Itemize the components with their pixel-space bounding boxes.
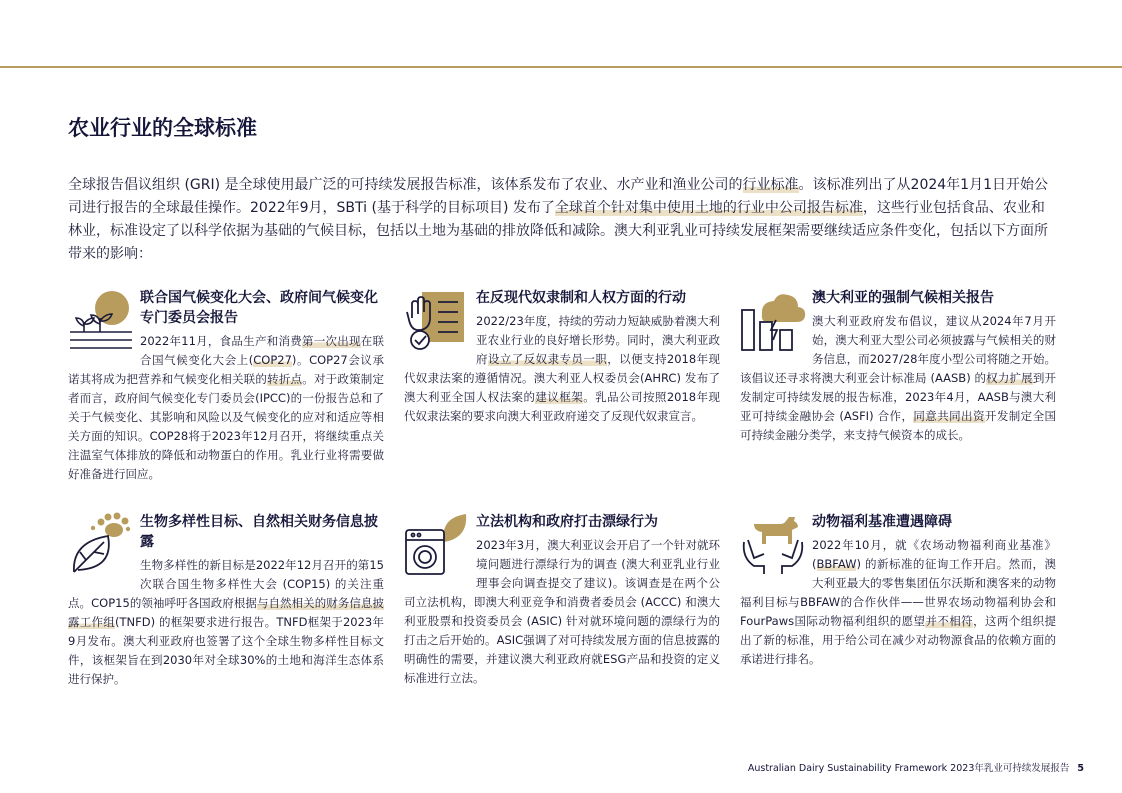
section-title: 生物多样性目标、自然相关财务信息披露: [140, 514, 378, 550]
text-run: 。乳品公司按照2018年现代奴隶法案的要求向澳大利亚政府递交了反现代奴隶宣言。: [404, 390, 721, 423]
text-run: 全球报告倡议组织 (GRI) 是全球使用最广泛的可持续发展报告标准，该体系发布了农业、水产业和渔业公司的: [68, 177, 743, 193]
section-title: 在反现代奴隶制和人权方面的行动: [476, 290, 686, 306]
storm-chart-icon: [740, 288, 808, 360]
highlighted-text: COP27: [253, 353, 292, 367]
highlighted-text: 权力扩展: [986, 371, 1033, 385]
text-run: 。该标准列出了从2024年1月1日开始公司进行报告的全球最佳操作。2022年9月，SBTi (基于科学的目标项目) 发布了: [68, 177, 1048, 216]
highlighted-text: 行业标准: [742, 177, 799, 193]
section-title: 动物福利基准遭遇障碍: [812, 514, 952, 530]
text-run: )。COP27会议承诺其将成为把营养和气候变化相关联的: [68, 353, 384, 386]
text-run: 2022/23年度，持续的劳动力短缺威胁着澳大利亚农业行业的良好增长形势。同时，澳大利亚政府: [476, 314, 720, 366]
sprout-sun-icon: [68, 288, 136, 360]
highlighted-text: BBFAW: [816, 557, 857, 571]
text-run: 在联合国气候变化大会上(: [140, 334, 385, 367]
highlighted-text: 全球首个针对集中使用土地的行业中公司报告标准: [554, 200, 863, 216]
highlighted-text: 并不相符: [925, 614, 974, 628]
highlighted-text: 第一次出现: [301, 334, 361, 348]
text-run: 开发制定全国可持续金融分类学，来支持气候资本的成长。: [740, 409, 1056, 442]
text-run: 2022年10月，就《农场动物福利商业基准》(: [812, 538, 1056, 571]
text-run: 生物多样性的新目标是2022年12月召开的第15次联合国生物多样性大会 (COP15) 的关注重点。COP15的领袖呼吁各国政府根据: [68, 558, 384, 610]
text-run: 2022年11月，食品生产和消费: [140, 334, 302, 348]
section-greenwashing: [404, 512, 720, 688]
text-run: ，以便支持2018年现代奴隶法案的遵循情况。澳大利亚人权委员会(AHRC) 发布了澳大利亚全国人权法案的: [404, 352, 721, 404]
text-run: 到开发制定可持续发展的报告标准，2023年4月，AASB与澳大利亚可持续金融协会 (ASFI) 合作，: [740, 371, 1057, 423]
section-title: 立法机构和政府打击漂绿行为: [476, 514, 658, 530]
highlighted-text: 同意共同出资: [913, 409, 985, 423]
section-climate-reporting: [740, 288, 1056, 445]
section-biodiversity-tnfd: [68, 512, 384, 689]
highlighted-text: 设立了反奴隶专员一职: [487, 352, 608, 366]
footer-text: Australian Dairy Sustainability Framework 2023年乳业可持续发展报告: [747, 763, 1070, 774]
text-run: (TNFD) 的框架要求进行报告。TNFD框架于2023年9月发布。澳大利亚政府也签署了这个全球生物多样性目标文件，该框架旨在到2030年对全球30%的土地和海洋生态体系进行保护。: [68, 615, 384, 686]
text-run: ) 的新标准的征询工作开启。然而，澳大利亚最大的零售集团伍尔沃斯和澳客来的动物福利目标与BBFAW的合作伙伴——世界农场动物福利协会和FourPaws国际动物福利组织的愿望: [740, 557, 1056, 628]
section-modern-slavery: [404, 288, 720, 426]
washing-machine-leaf-icon: [404, 512, 472, 584]
highlighted-text: 转折点: [267, 372, 303, 386]
text-run: 澳大利亚政府发布倡议，建议从2024年7月开始，澳大利亚大型公司必须披露与气候相关的财务信息，而2027/28年度小型公司将随之开始。该倡议还寻求将澳大利亚会计标准局 (AASB) 的: [740, 314, 1056, 385]
top-divider: [0, 66, 1122, 68]
page-footer: [748, 760, 1084, 774]
hand-checklist-icon: [404, 288, 472, 360]
intro-paragraph: [68, 174, 1058, 266]
hands-cow-icon: [740, 512, 808, 584]
page-title: 农业行业的全球标准: [68, 116, 257, 140]
text-run: 。对于政策制定者而言，政府间气候变化专门委员会(IPCC)的一份报告总和了关于气候变化、其影响和风险以及气候变化的应对和适应等相关方面的知识。COP28将于2023年12月召开，将继续重点关注温室气体排放的降低和动物蛋白的作用。乳业行业将需要做好准备进行回应。: [68, 372, 385, 481]
section-title: 澳大利亚的强制气候相关报告: [812, 290, 994, 306]
highlighted-text: 建议框架: [535, 390, 584, 404]
text-run: ，这两个组织提出了新的标准，用于给公司在减少对动物源食品的依赖方面的承诺进行排名。: [740, 614, 1057, 666]
section-animal-welfare: [740, 512, 1056, 669]
section-title: 联合国气候变化大会、政府间气候变化专门委员会报告: [140, 290, 378, 326]
page-number: 5: [1077, 763, 1084, 774]
text-run: 2023年3月，澳大利亚议会开启了一个针对就环境问题进行漂绿行为的调查 (澳大利亚乳业行业理事会向调查提交了建议)。该调查是在两个公司立法机构，即澳大利亚竞争和消费者委员会 (ACCC) 和澳大利亚股票和投资委员会 (ASIC) 针对就环境问题的漂绿行为的打击之后开始的。ASIC强调了对可持续发展方面的信息披露的明确性的需要，并建议澳大利亚政府就ESG产品和投资的定义标准进行立法。: [404, 538, 720, 685]
leaf-paw-icon: [68, 512, 136, 584]
text-run: ，这些行业包括食品、农业和林业，标准设定了以科学依据为基础的气候目标，包括以土地为基础的排放降低和减除。澳大利亚乳业可持续发展框架需要继续适应条件变化，包括以下方面所带来的影响：: [68, 200, 1048, 262]
highlighted-text: 与自然相关的财务信息披露工作组: [68, 596, 384, 629]
section-cop-ipcc: [68, 288, 384, 484]
